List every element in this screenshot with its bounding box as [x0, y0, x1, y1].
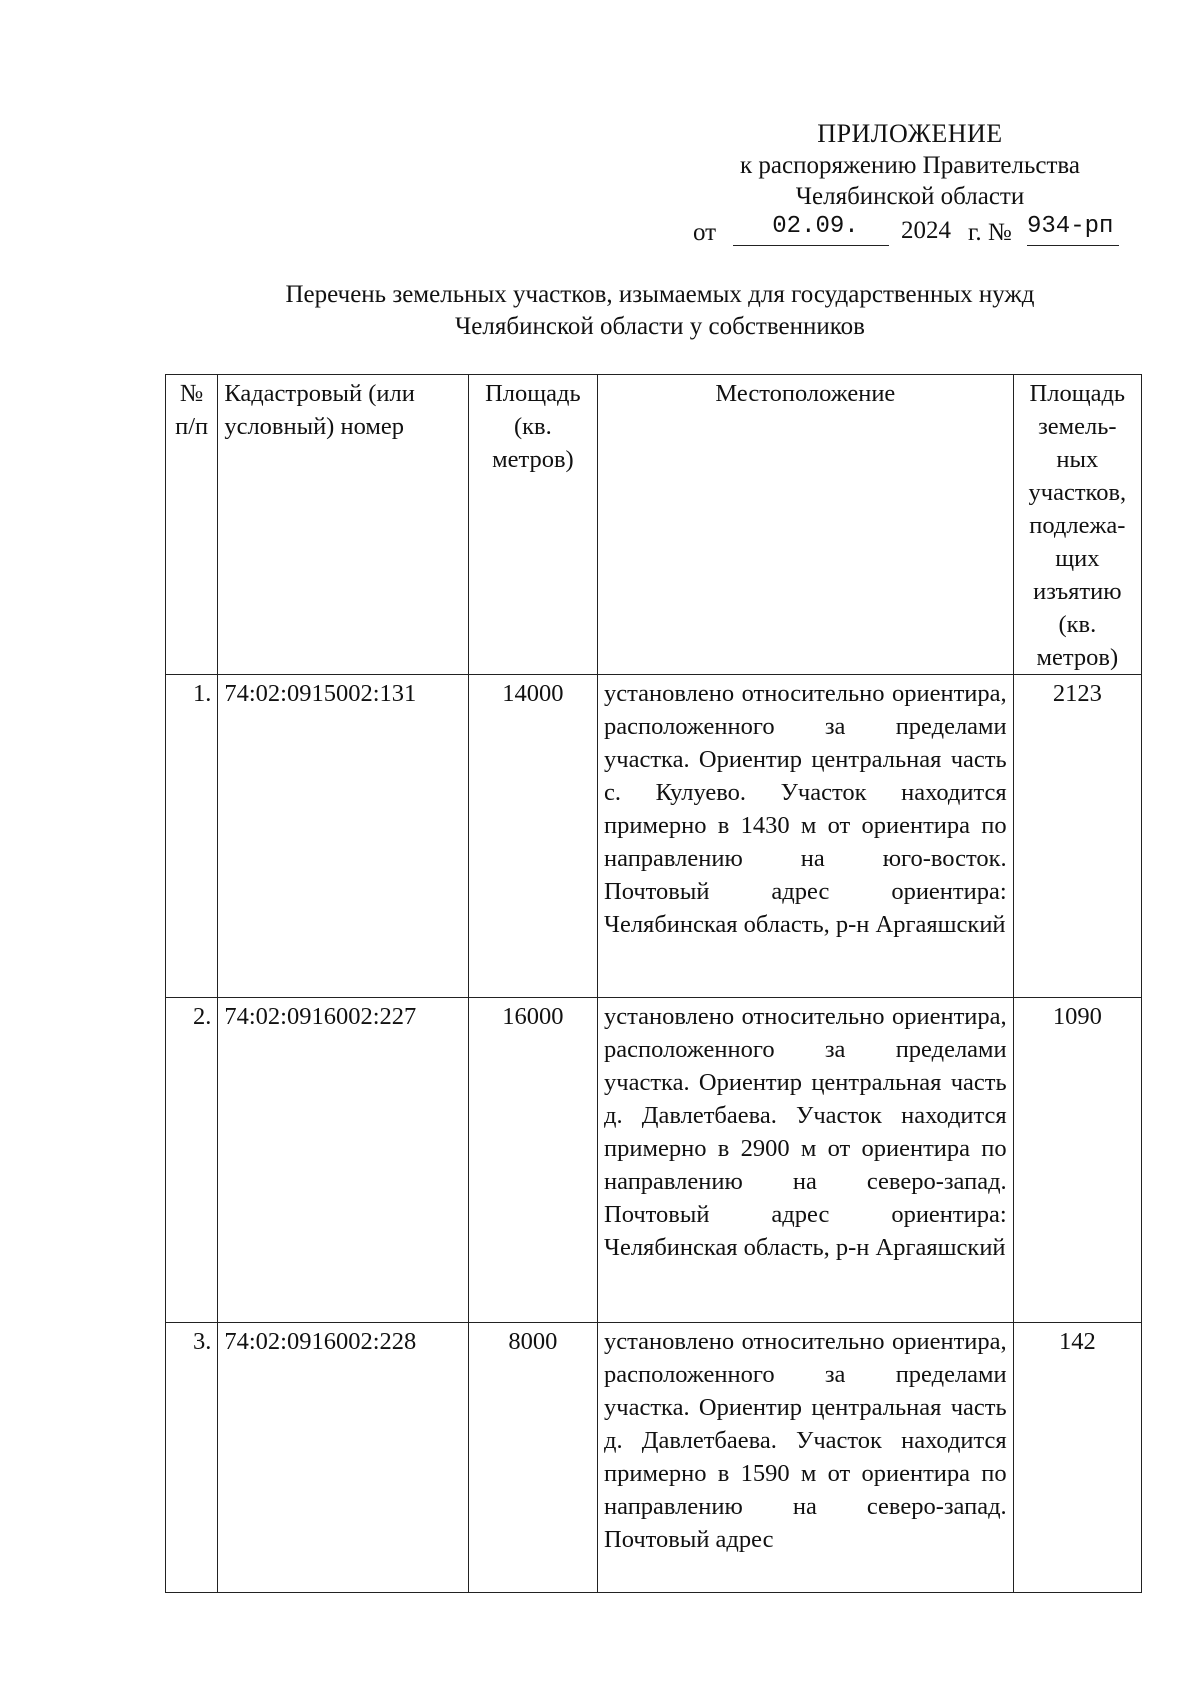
cell-cadastral: 74:02:0916002:227	[218, 998, 468, 1323]
table-row	[166, 675, 1142, 998]
document-title	[160, 279, 1160, 343]
decree-date: 02.09.	[772, 213, 859, 240]
table-row	[166, 1323, 1142, 1593]
decree-number: 934-рп	[1027, 213, 1114, 240]
cell-area: 8000	[468, 1323, 597, 1593]
cell-location: установлено относительно ориентира, расположенного за пределами участка. Ориентир центральная часть с. Кулуево. Участок находится примерно в 1430 м от ориентира по направлению на юго-восток. Почтовый адрес ориентира: Челябинская область, р-н Аргаяшский	[598, 675, 1014, 998]
table-header-row	[166, 375, 1142, 675]
appendix-line-1: к распоряжению Правительства	[739, 151, 1080, 179]
document-title-line-1: Перечень земельных участков, изымаемых для государственных нужд	[285, 281, 1035, 308]
decree-date-number-line	[693, 213, 1133, 249]
appendix-header	[690, 118, 1130, 213]
date-prefix: от	[693, 219, 717, 246]
cell-location: установлено относительно ориентира, расположенного за пределами участка. Ориентир центральная часть д. Давлетбаева. Участок находится примерно в 2900 м от ориентира по направлению на северо-запад. Почтовый адрес ориентира: Челябинская область, р-н Аргаяшский	[598, 998, 1014, 1323]
header-no: № п/п	[166, 375, 218, 675]
appendix-line-2: Челябинской области	[795, 183, 1025, 210]
table-row	[166, 998, 1142, 1323]
appendix-title: ПРИЛОЖЕНИЕ	[817, 119, 1003, 148]
header-cadastral: Кадастровый (или условный) номер	[218, 375, 468, 675]
cell-location: установлено относительно ориентира, расположенного за пределами участка. Ориентир центральная часть д. Давлетбаева. Участок находится примерно в 1590 м от ориентира по направлению на северо-запад. Почтовый адрес	[598, 1323, 1014, 1593]
cell-no: 2.	[166, 998, 218, 1323]
header-seized-area: Площадь земель-ных участков, подлежа-щих изъятию (кв. метров)	[1013, 375, 1141, 675]
cell-seized-area: 1090	[1013, 998, 1141, 1323]
cell-area: 14000	[468, 675, 597, 998]
cell-seized-area: 142	[1013, 1323, 1141, 1593]
date-underline	[733, 245, 889, 246]
cell-area: 16000	[468, 998, 597, 1323]
document-title-line-2: Челябинской области у собственников	[455, 313, 865, 340]
header-area: Площадь (кв. метров)	[468, 375, 597, 675]
cell-seized-area: 2123	[1013, 675, 1141, 998]
header-location: Местоположение	[598, 375, 1014, 675]
number-underline	[1027, 245, 1119, 246]
cell-no: 3.	[166, 1323, 218, 1593]
decree-year: 2024	[901, 217, 951, 244]
cell-cadastral: 74:02:0916002:228	[218, 1323, 468, 1593]
cell-no: 1.	[166, 675, 218, 998]
cell-cadastral: 74:02:0915002:131	[218, 675, 468, 998]
number-prefix: г. №	[968, 219, 1012, 246]
land-plots-table	[165, 374, 1142, 1593]
